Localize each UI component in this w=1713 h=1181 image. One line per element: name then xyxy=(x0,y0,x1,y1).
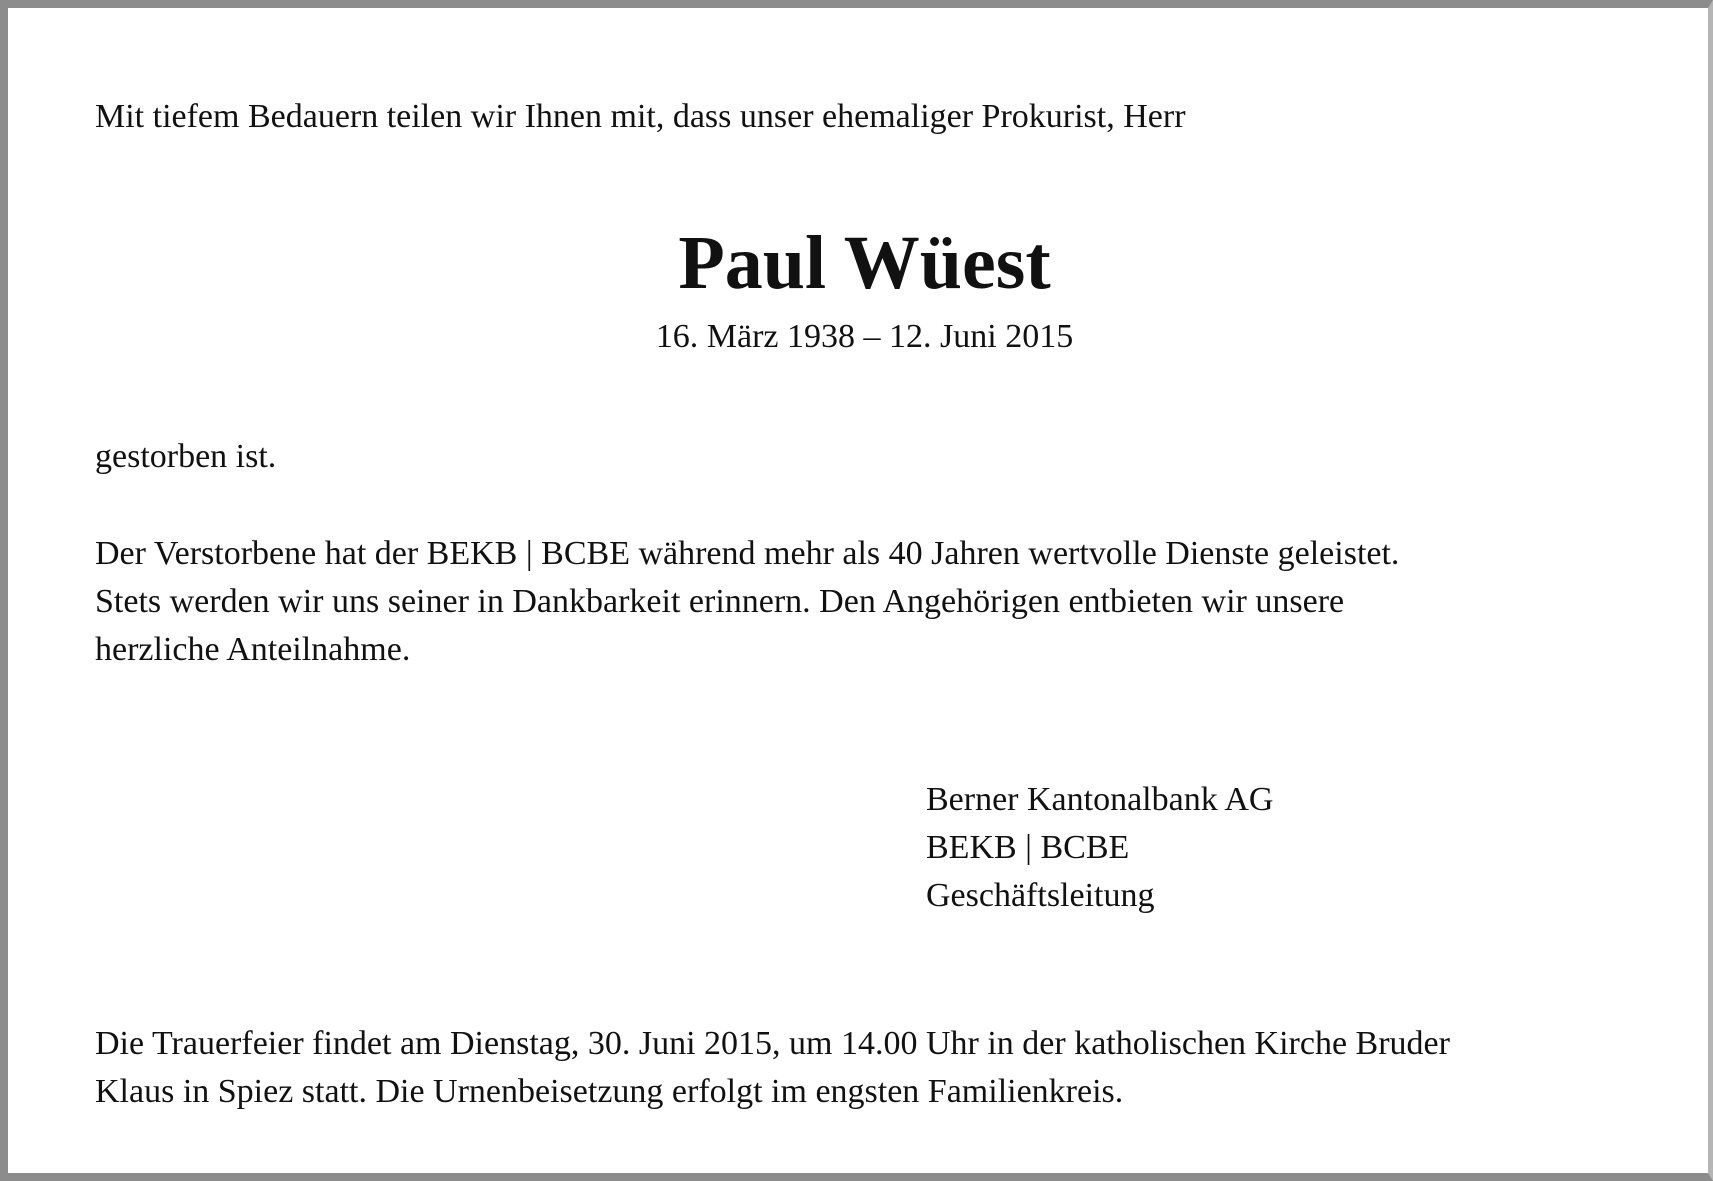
funeral-line: Die Trauerfeier findet am Dienstag, 30. Juni 2015, um 14.00 Uhr in der katholischen Kirche Bruder xyxy=(95,1025,1450,1062)
signature-block xyxy=(926,776,1273,920)
tribute-line: Stets werden wir uns seiner in Dankbarkeit erinnern. Den Angehörigen entbieten wir unsere xyxy=(95,583,1345,620)
life-dates: 16. März 1938 – 12. Juni 2015 xyxy=(655,318,1074,355)
signature-department: Geschäftsleitung xyxy=(926,877,1155,914)
tribute-paragraph xyxy=(95,530,1655,674)
signature-brand: BEKB | BCBE xyxy=(926,829,1130,866)
tribute-line: Der Verstorbene hat der BEKB | BCBE während mehr als 40 Jahren wertvolle Dienste geleistet. xyxy=(95,535,1400,572)
signature-company: Berner Kantonalbank AG xyxy=(926,781,1274,818)
funeral-info xyxy=(95,1020,1655,1116)
intro-text: Mit tiefem Bedauern teilen wir Ihnen mit, dass unser ehemaliger Prokurist, Herr xyxy=(95,98,1186,135)
tribute-line: herzliche Anteilnahme. xyxy=(95,631,411,668)
died-text: gestorben ist. xyxy=(95,438,277,475)
deceased-name: Paul Wüest xyxy=(678,221,1051,305)
funeral-line: Klaus in Spiez statt. Die Urnenbeisetzung erfolgt im engsten Familienkreis. xyxy=(95,1073,1124,1110)
